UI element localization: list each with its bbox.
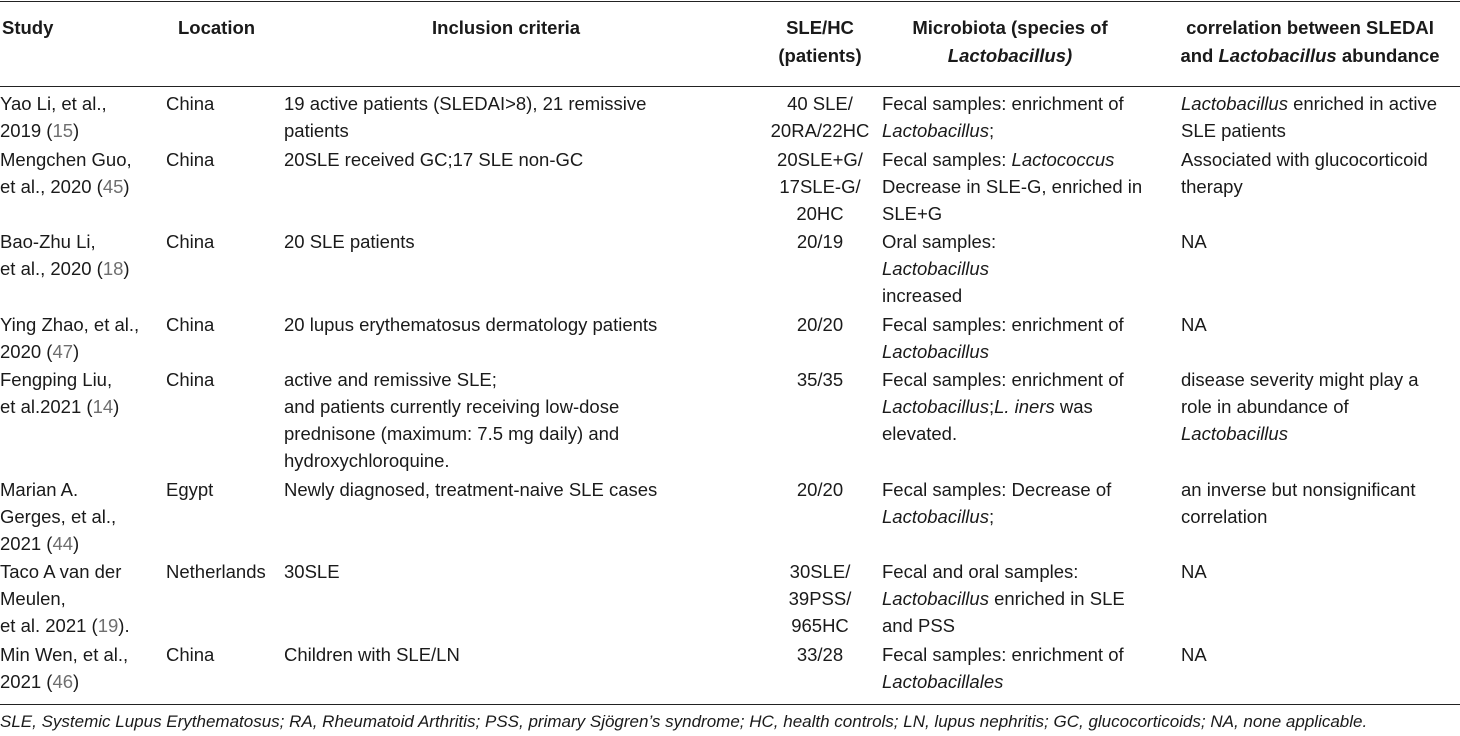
location-cell: China: [166, 231, 215, 252]
correlation-cell: Lactobacillus enriched in active SLE patients: [1181, 93, 1438, 141]
study-cell: Taco A van der Meulen, et al. 2021 (19).: [0, 561, 130, 636]
table-footnote: SLE, Systemic Lupus Erythematosus; RA, Rheumatoid Arthritis; PSS, primary Sjögren’s syndrome; HC, health controls; LN, lupus nephritis; GC, glucocorticoids; NA, none applicable.: [0, 712, 1368, 731]
reference-link[interactable]: 15: [52, 120, 74, 141]
reference-link[interactable]: 19: [97, 615, 119, 636]
correlation-cell: an inverse but nonsignificant correlation: [1181, 479, 1416, 527]
microbiota-cell: Fecal and oral samples: Lactobacillus enriched in SLE and PSS: [882, 561, 1125, 636]
study-cell: Yao Li, et al., 2019 (15): [0, 93, 107, 141]
microbiota-cell: Fecal samples: enrichment of Lactobacillus;L. iners was elevated.: [882, 369, 1124, 444]
reference-link[interactable]: 44: [52, 533, 74, 554]
inclusion-cell: active and remissive SLE; and patients currently receiving low-dose prednisone (maximum: 7.5 mg daily) and hydroxychloroquine.: [284, 369, 620, 471]
slehc-cell: 20/20: [796, 479, 844, 500]
reference-link[interactable]: 47: [52, 341, 74, 362]
slehc-cell: 20/19: [796, 231, 844, 252]
microbiota-cell: Fecal samples: enrichment of Lactobacillus;: [882, 93, 1124, 141]
location-cell: China: [166, 93, 215, 114]
microbiota-cell: Fecal samples: Decrease of Lactobacillus;: [882, 479, 1112, 527]
correlation-cell: NA: [1181, 644, 1207, 665]
correlation-cell: NA: [1181, 561, 1207, 582]
slehc-cell: 40 SLE/ 20RA/22HC: [770, 93, 870, 141]
location-cell: China: [166, 314, 215, 335]
correlation-cell: NA: [1181, 314, 1207, 335]
microbiota-cell: Fecal samples: enrichment of Lactobacillales: [882, 644, 1124, 692]
header-correlation-line1: correlation between SLEDAI: [1186, 17, 1434, 38]
header-slehc-line1: SLE/HC: [786, 17, 854, 38]
correlation-cell: NA: [1181, 231, 1207, 252]
slehc-cell: 30SLE/ 39PSS/ 965HC: [788, 561, 852, 636]
inclusion-cell: 20SLE received GC;17 SLE non-GC: [284, 149, 584, 170]
microbiota-cell: Fecal samples: Lactococcus Decrease in SLE-G, enriched in SLE+G: [882, 149, 1143, 224]
inclusion-cell: Children with SLE/LN: [284, 644, 460, 665]
inclusion-cell: 20 lupus erythematosus dermatology patients: [284, 314, 658, 335]
inclusion-cell: 19 active patients (SLEDAI>8), 21 remissive patients: [284, 93, 647, 141]
reference-link[interactable]: 14: [92, 396, 114, 417]
header-microbiota-line1: Microbiota (species of: [912, 17, 1108, 38]
study-cell: Bao-Zhu Li, et al., 2020 (18): [0, 231, 130, 279]
location-cell: China: [166, 369, 215, 390]
study-cell: Min Wen, et al., 2021 (46): [0, 644, 129, 692]
header-microbiota: [880, 14, 1140, 70]
header-correlation-line2: and Lactobacillus abundance: [1180, 45, 1440, 66]
header-microbiota-line2: Lactobacillus): [947, 45, 1073, 66]
location-cell: Netherlands: [166, 561, 266, 582]
study-cell: Marian A. Gerges, et al., 2021 (44): [0, 479, 117, 554]
reference-link[interactable]: 46: [52, 671, 74, 692]
slehc-cell: 20SLE+G/ 17SLE-G/ 20HC: [777, 149, 863, 224]
location-cell: China: [166, 644, 215, 665]
correlation-cell: Associated with glucocorticoid therapy: [1181, 149, 1428, 197]
inclusion-cell: 20 SLE patients: [284, 231, 415, 252]
header-inclusion: Inclusion criteria: [432, 17, 581, 38]
microbiota-cell: Fecal samples: enrichment of Lactobacillus: [882, 314, 1124, 362]
header-correlation: [1160, 14, 1460, 70]
study-cell: Fengping Liu, et al.2021 (14): [0, 369, 120, 417]
slehc-cell: 35/35: [796, 369, 844, 390]
slehc-cell: 33/28: [796, 644, 844, 665]
table-bottom-rule: [0, 704, 1460, 705]
correlation-cell: disease severity might play a role in abundance of Lactobacillus: [1181, 369, 1419, 444]
location-cell: China: [166, 149, 215, 170]
table-top-rule: [0, 1, 1460, 2]
study-cell: Mengchen Guo, et al., 2020 (45): [0, 149, 132, 197]
header-bottom-rule: [0, 86, 1460, 87]
slehc-cell: 20/20: [796, 314, 844, 335]
inclusion-cell: 30SLE: [284, 561, 340, 582]
header-location: Location: [178, 17, 256, 38]
reference-link[interactable]: 45: [102, 176, 124, 197]
inclusion-cell: Newly diagnosed, treatment-naive SLE cases: [284, 479, 658, 500]
header-study: Study: [2, 17, 54, 38]
location-cell: Egypt: [166, 479, 214, 500]
header-slehc-line2: (patients): [778, 45, 862, 66]
study-cell: Ying Zhao, et al., 2020 (47): [0, 314, 140, 362]
reference-link[interactable]: 18: [102, 258, 124, 279]
microbiota-cell: Oral samples: Lactobacillus increased: [882, 231, 997, 306]
header-slehc: [740, 14, 900, 70]
